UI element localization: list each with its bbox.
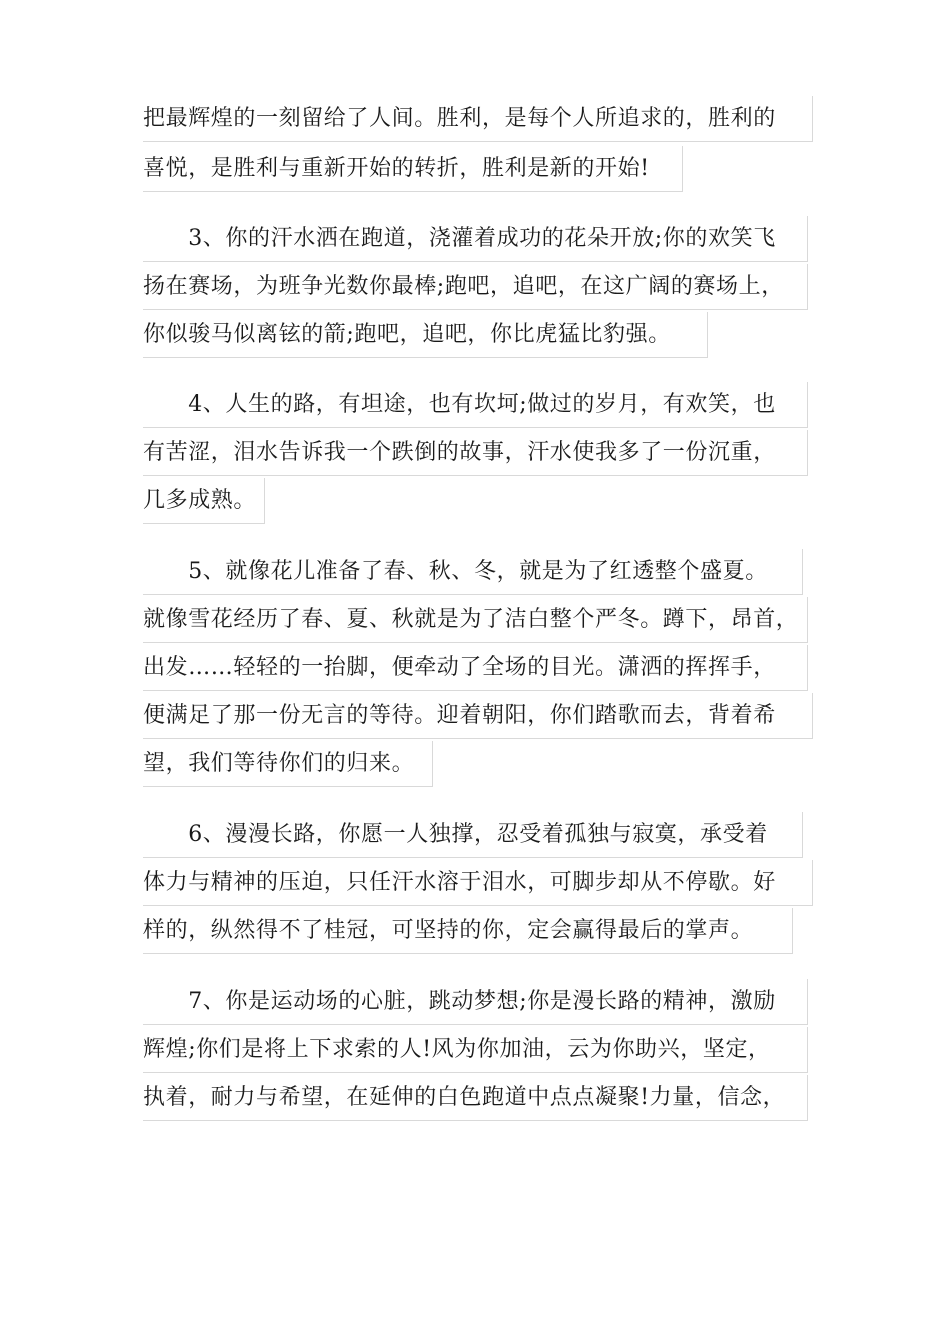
text-line: 7、你是运动场的心脏，跳动梦想;你是漫长路的精神，激励 — [143, 979, 808, 1025]
text-line: 望，我们等待你们的归来。 — [143, 741, 433, 787]
text-line: 出发……轻轻的一抬脚，便牵动了全场的目光。潇洒的挥挥手， — [143, 645, 808, 691]
text-line: 就像雪花经历了春、夏、秋就是为了洁白整个严冬。蹲下，昂首， — [143, 597, 808, 643]
text-line: 把最辉煌的一刻留给了人间。胜利，是每个人所追求的，胜利的 — [143, 96, 813, 142]
text-line: 3、你的汗水洒在跑道，浇灌着成功的花朵开放;你的欢笑飞 — [143, 216, 808, 262]
text-line: 5、就像花儿准备了春、秋、冬，就是为了红透整个盛夏。 — [143, 549, 803, 595]
text-line: 扬在赛场，为班争光数你最棒;跑吧，追吧，在这广阔的赛场上， — [143, 264, 808, 310]
text-line: 执着，耐力与希望，在延伸的白色跑道中点点凝聚!力量，信念， — [143, 1075, 808, 1121]
text-line: 6、漫漫长路，你愿一人独撑，忍受着孤独与寂寞，承受着 — [143, 812, 803, 858]
text-line: 便满足了那一份无言的等待。迎着朝阳，你们踏歌而去，背着希 — [143, 693, 813, 739]
text-line: 你似骏马似离铉的箭;跑吧，追吧，你比虎猛比豹强。 — [143, 312, 708, 358]
text-line: 辉煌;你们是将上下求索的人!风为你加油，云为你助兴，坚定， — [143, 1027, 808, 1073]
text-line: 4、人生的路，有坦途，也有坎坷;做过的岁月，有欢笑，也 — [143, 382, 808, 428]
text-line: 样的，纵然得不了桂冠，可坚持的你，定会赢得最后的掌声。 — [143, 908, 793, 954]
text-line: 有苦涩，泪水告诉我一个跌倒的故事，汗水使我多了一份沉重， — [143, 430, 808, 476]
text-line: 体力与精神的压迫，只任汗水溶于泪水，可脚步却从不停歇。好 — [143, 860, 813, 906]
text-line: 喜悦，是胜利与重新开始的转折，胜利是新的开始! — [143, 146, 683, 192]
text-line: 几多成熟。 — [143, 478, 265, 524]
